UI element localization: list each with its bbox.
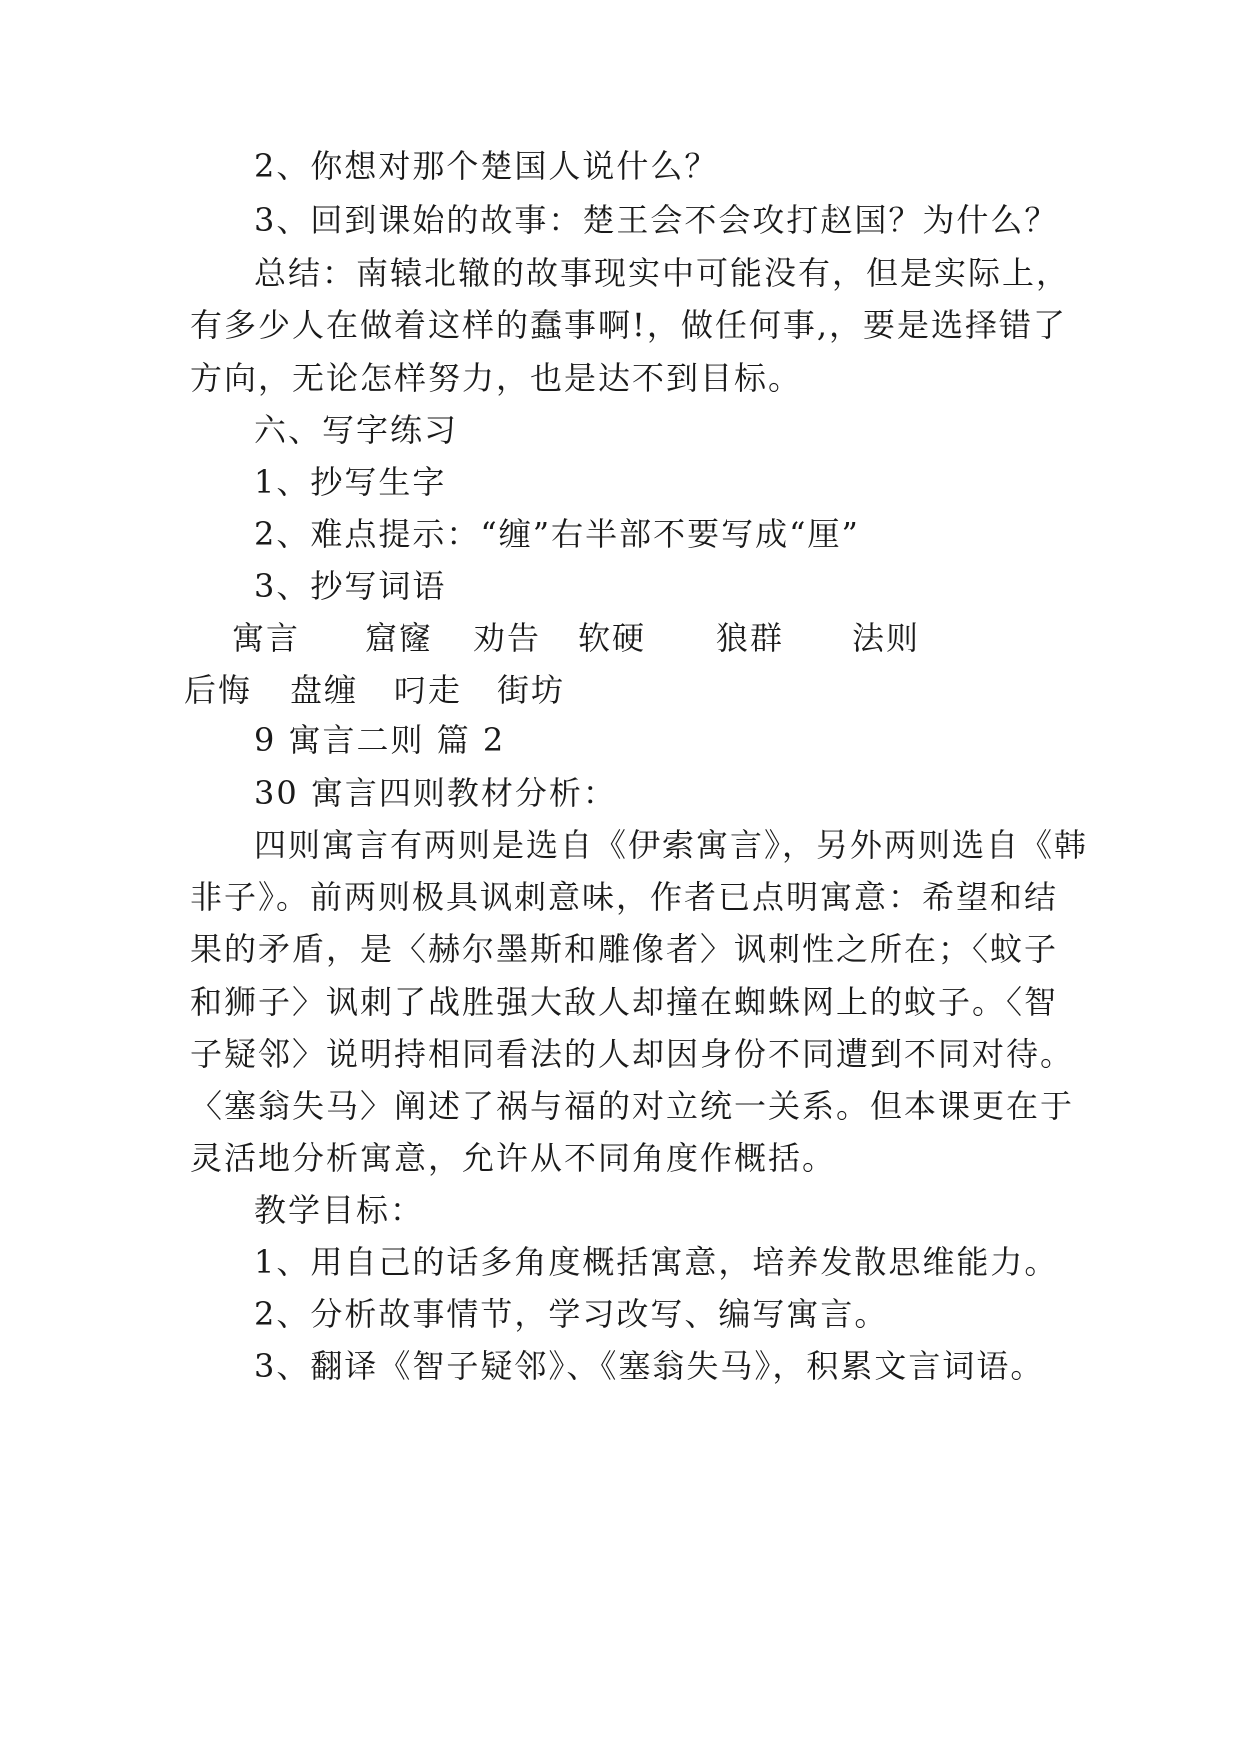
analysis-paragraph-line-1: 四则寓言有两则是选自《伊索寓言》，另外两则选自《韩	[254, 826, 1089, 864]
vocab-word: 软硬	[578, 619, 647, 657]
analysis-paragraph-line-7: 灵活地分析寓意，允许从不同角度作概括。	[190, 1139, 837, 1177]
objective-2: 2、分析故事情节，学习改写、编写寓言。	[254, 1295, 889, 1333]
vocab-word: 劝告	[473, 619, 542, 657]
summary-paragraph-line-2: 有多少人在做着这样的蠢事啊!，做任何事,，要是选择错了	[190, 306, 1068, 344]
section-title: 9 寓言二则 篇 2	[254, 721, 506, 759]
analysis-paragraph-line-4: 和狮子〉讽刺了战胜强大敌人却撞在蜘蛛网上的蚊子。〈智	[190, 983, 1059, 1021]
objective-3: 3、翻译《智子疑邻》、《塞翁失马》，积累文言词语。	[254, 1347, 1045, 1385]
question-3: 3、回到课始的故事：楚王会不会攻打赵国？为什么？	[254, 201, 1059, 239]
summary-paragraph-line-1: 总结：南辕北辙的故事现实中可能没有，但是实际上，	[254, 254, 1071, 292]
analysis-paragraph-line-2: 非子》。前两则极具讽刺意味，作者已点明寓意：希望和结	[190, 878, 1059, 916]
writing-item-2: 2、难点提示：“缠”右半部不要写成“厘”	[254, 515, 860, 553]
writing-item-1: 1、抄写生字	[254, 463, 447, 501]
objectives-heading: 教学目标：	[254, 1191, 425, 1229]
lesson-heading: 30 寓言四则教材分析：	[254, 774, 617, 812]
vocab-word: 狼群	[716, 619, 785, 657]
writing-item-3: 3、抄写词语	[254, 567, 447, 605]
vocab-word: 盘缠	[290, 671, 359, 709]
vocab-word: 寓言	[232, 619, 301, 657]
vocab-word: 后悔	[184, 671, 253, 709]
question-2: 2、你想对那个楚国人说什么？	[254, 147, 719, 185]
section-heading-writing: 六、写字练习	[254, 411, 459, 449]
analysis-paragraph-line-3: 果的矛盾，是〈赫尔墨斯和雕像者〉讽刺性之所在；〈蚊子	[190, 930, 1059, 968]
analysis-paragraph-line-6: 〈塞翁失马〉阐述了祸与福的对立统一关系。但本课更在于	[190, 1087, 1075, 1125]
analysis-paragraph-line-5: 子疑邻〉说明持相同看法的人却因身份不同遭到不同对待。	[190, 1035, 1075, 1073]
vocab-word: 街坊	[497, 671, 566, 709]
vocab-word: 叼走	[394, 671, 463, 709]
vocab-word: 窟窿	[365, 619, 434, 657]
vocab-word: 法则	[852, 619, 921, 657]
objective-1: 1、用自己的话多角度概括寓意，培养发散思维能力。	[254, 1243, 1059, 1281]
summary-paragraph-line-3: 方向，无论怎样努力，也是达不到目标。	[190, 359, 803, 397]
